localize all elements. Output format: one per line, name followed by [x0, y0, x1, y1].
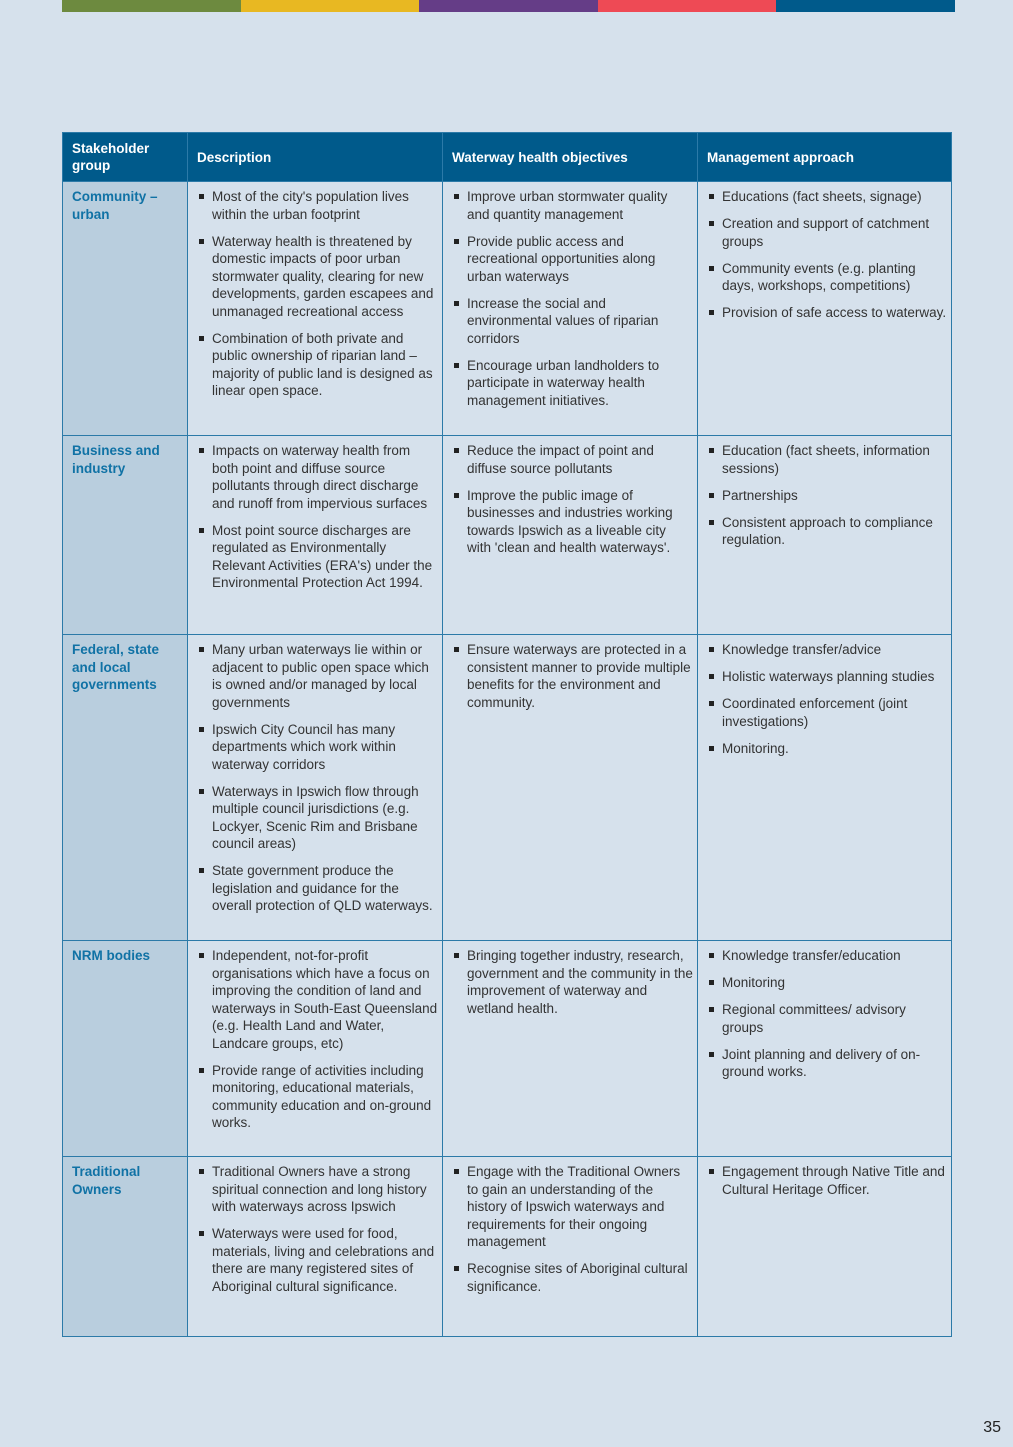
list-item: Provide public access and recreational opportunities along urban waterways: [452, 233, 693, 286]
description-list: [197, 442, 438, 592]
list-item: Coordinated enforcement (joint investigations): [707, 695, 947, 730]
list-item: Combination of both private and public ownership of riparian land – majority of public land is designed as linear open space.: [197, 330, 438, 400]
list-item: State government produce the legislation and guidance for the overall protection of QLD waterways.: [197, 862, 438, 915]
page-number: 35: [983, 1419, 1001, 1436]
stakeholder-group-cell: Community – urban: [63, 182, 188, 436]
table-row: [63, 635, 952, 941]
objectives-list: [452, 442, 693, 557]
list-item: Ensure waterways are protected in a consistent manner to provide multiple benefits for the environment and community.: [452, 641, 693, 711]
stakeholder-group-cell: Business and industry: [63, 436, 188, 635]
list-item: Engage with the Traditional Owners to gain an understanding of the history of Ipswich waterways and requirements for their ongoing management: [452, 1163, 693, 1251]
list-item: Monitoring: [707, 974, 947, 992]
table-row: [63, 941, 952, 1157]
description-list: [197, 947, 438, 1132]
description-cell: [188, 941, 443, 1157]
approach-cell: [698, 941, 952, 1157]
list-item: Encourage urban landholders to participate in waterway health management initiatives.: [452, 357, 693, 410]
color-bar-segment: [776, 0, 955, 12]
list-item: Waterway health is threatened by domestic impacts of poor urban stormwater quality, clearing for new developments, garden escapees and unmanaged recreational access: [197, 233, 438, 321]
approach-list: [707, 947, 947, 1081]
list-item: Most of the city's population lives within the urban footprint: [197, 188, 438, 223]
color-bar: [62, 0, 955, 12]
approach-cell: [698, 1157, 952, 1337]
approach-list: [707, 1163, 947, 1198]
header-objectives: Waterway health objectives: [443, 133, 698, 182]
objectives-cell: [443, 1157, 698, 1337]
list-item: Provision of safe access to waterway.: [707, 304, 947, 322]
list-item: Regional committees/ advisory groups: [707, 1001, 947, 1036]
list-item: Joint planning and delivery of on-ground works.: [707, 1046, 947, 1081]
objectives-cell: [443, 941, 698, 1157]
list-item: Engagement through Native Title and Cultural Heritage Officer.: [707, 1163, 947, 1198]
list-item: Consistent approach to compliance regulation.: [707, 514, 947, 549]
header-management-approach: Management approach: [698, 133, 952, 182]
objectives-list: [452, 947, 693, 1017]
objectives-list: [452, 641, 693, 711]
table-row: [63, 182, 952, 436]
color-bar-segment: [241, 0, 420, 12]
table-row: [63, 1157, 952, 1337]
list-item: Independent, not-for-profit organisations which have a focus on improving the condition of land and waterways in South-East Queensland (e.g. Health Land and Water, Landcare groups, etc): [197, 947, 438, 1052]
objectives-cell: [443, 182, 698, 436]
stakeholder-group-cell: Federal, state and local governments: [63, 635, 188, 941]
approach-list: [707, 641, 947, 757]
approach-cell: [698, 635, 952, 941]
list-item: Recognise sites of Aboriginal cultural significance.: [452, 1260, 693, 1295]
table-row: [63, 436, 952, 635]
list-item: Educations (fact sheets, signage): [707, 188, 947, 206]
list-item: Impacts on waterway health from both point and diffuse source pollutants through direct discharge and runoff from impervious surfaces: [197, 442, 438, 512]
list-item: Bringing together industry, research, government and the community in the improvement of waterway and wetland health.: [452, 947, 693, 1017]
table-header-row: [63, 133, 952, 182]
list-item: Education (fact sheets, information sessions): [707, 442, 947, 477]
list-item: Monitoring.: [707, 740, 947, 758]
color-bar-segment: [62, 0, 241, 12]
color-bar-segment: [598, 0, 777, 12]
approach-list: [707, 188, 947, 322]
header-stakeholder-group: Stakeholder group: [63, 133, 188, 182]
stakeholder-group-cell: NRM bodies: [63, 941, 188, 1157]
color-bar-segment: [419, 0, 598, 12]
list-item: Improve urban stormwater quality and quantity management: [452, 188, 693, 223]
list-item: Traditional Owners have a strong spiritual connection and long history with waterways across Ipswich: [197, 1163, 438, 1216]
list-item: Most point source discharges are regulated as Environmentally Relevant Activities (ERA's) under the Environmental Protection Act 1994.: [197, 522, 438, 592]
header-description: Description: [188, 133, 443, 182]
list-item: Provide range of activities including monitoring, educational materials, community education and on-ground works.: [197, 1062, 438, 1132]
approach-list: [707, 442, 947, 549]
stakeholder-group-cell: Traditional Owners: [63, 1157, 188, 1337]
list-item: Waterways in Ipswich flow through multiple council jurisdictions (e.g. Lockyer, Scenic Rim and Brisbane council areas): [197, 783, 438, 853]
list-item: Increase the social and environmental values of riparian corridors: [452, 295, 693, 348]
objectives-list: [452, 188, 693, 409]
list-item: Ipswich City Council has many departments which work within waterway corridors: [197, 721, 438, 774]
approach-cell: [698, 436, 952, 635]
objectives-cell: [443, 436, 698, 635]
description-cell: [188, 436, 443, 635]
description-list: [197, 1163, 438, 1295]
list-item: Knowledge transfer/education: [707, 947, 947, 965]
description-list: [197, 641, 438, 915]
objectives-list: [452, 1163, 693, 1295]
description-cell: [188, 635, 443, 941]
list-item: Community events (e.g. planting days, workshops, competitions): [707, 260, 947, 295]
stakeholder-table: [62, 132, 952, 1337]
list-item: Waterways were used for food, materials, living and celebrations and there are many registered sites of Aboriginal cultural significance.: [197, 1225, 438, 1295]
list-item: Reduce the impact of point and diffuse source pollutants: [452, 442, 693, 477]
description-list: [197, 188, 438, 400]
description-cell: [188, 1157, 443, 1337]
approach-cell: [698, 182, 952, 436]
objectives-cell: [443, 635, 698, 941]
list-item: Partnerships: [707, 487, 947, 505]
list-item: Creation and support of catchment groups: [707, 215, 947, 250]
list-item: Holistic waterways planning studies: [707, 668, 947, 686]
list-item: Many urban waterways lie within or adjacent to public open space which is owned and/or managed by local governments: [197, 641, 438, 711]
description-cell: [188, 182, 443, 436]
list-item: Knowledge transfer/advice: [707, 641, 947, 659]
list-item: Improve the public image of businesses and industries working towards Ipswich as a liveable city with 'clean and health waterways'.: [452, 487, 693, 557]
